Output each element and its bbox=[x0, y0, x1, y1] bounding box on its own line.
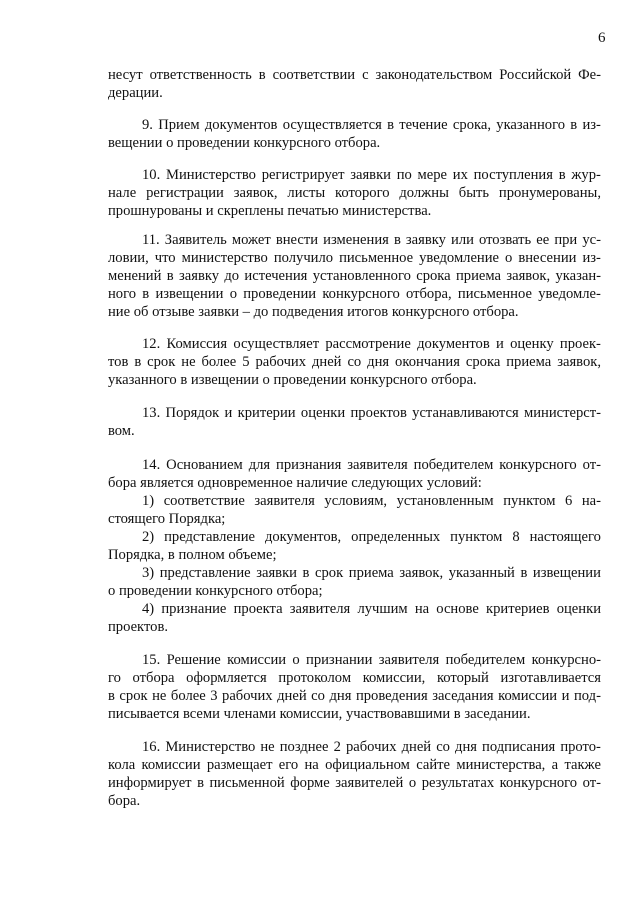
text-line: проектов. bbox=[108, 619, 168, 635]
paragraph bbox=[108, 564, 601, 600]
text-line: информирует в письменной форме заявителей о результатах конкурсного от- bbox=[108, 775, 601, 791]
paragraph bbox=[108, 66, 601, 102]
text-line: вещении о проведении конкурсного отбора. bbox=[108, 135, 381, 151]
text-line: 2) представление документов, определенных пунктом 8 настоящего bbox=[142, 529, 601, 545]
text-line: писывается всеми членами комиссии, участвовавшими в заседании. bbox=[108, 706, 531, 722]
text-line: 12. Комиссия осуществляет рассмотрение документов и оценку проек- bbox=[142, 336, 601, 352]
paragraph bbox=[108, 528, 601, 564]
text-line: прошнурованы и скреплены печатью министерства. bbox=[108, 203, 432, 219]
text-line: 11. Заявитель может внести изменения в заявку или отозвать ее при ус- bbox=[142, 232, 601, 248]
text-line: ловии, что министерство получило письменное уведомление о внесении из- bbox=[108, 250, 601, 266]
text-line: 1) соответствие заявителя условиям, установленным пунктом 6 на- bbox=[142, 493, 601, 509]
text-line: в срок не более 3 рабочих дней со дня проведения заседания комиссии и под- bbox=[108, 688, 601, 704]
text-line: Порядка, в полном объеме; bbox=[108, 547, 277, 563]
paragraph bbox=[108, 335, 601, 389]
text-line: указанного в извещении о проведении конкурсного отбора. bbox=[108, 372, 477, 388]
text-line: бора является одновременное наличие следующих условий: bbox=[108, 475, 482, 491]
text-line: нале регистрации заявок, листы которого должны быть пронумерованы, bbox=[108, 185, 601, 201]
text-line: менений в заявку до истечения установленного срока приема заявок, указан- bbox=[108, 268, 601, 284]
text-line: о проведении конкурсного отбора; bbox=[108, 583, 323, 599]
text-line: 4) признание проекта заявителя лучшим на основе критериев оценки bbox=[142, 601, 601, 617]
text-line: 9. Прием документов осуществляется в течение срока, указанного в из- bbox=[142, 117, 601, 133]
paragraph bbox=[108, 738, 601, 810]
text-line: 13. Порядок и критерии оценки проектов устанавливаются министерст- bbox=[142, 405, 601, 421]
paragraph bbox=[108, 456, 601, 492]
text-line: бора. bbox=[108, 793, 141, 809]
text-line: 3) представление заявки в срок приема заявок, указанный в извещении bbox=[142, 565, 601, 581]
paragraph bbox=[108, 492, 601, 528]
text-line: 15. Решение комиссии о признании заявителя победителем конкурсно- bbox=[142, 652, 601, 668]
text-line: 16. Министерство не позднее 2 рабочих дней со дня подписания прото- bbox=[142, 739, 601, 755]
text-line: дерации. bbox=[108, 85, 163, 101]
text-line: ние об отзыве заявки – до подведения итогов конкурсного отбора. bbox=[108, 304, 519, 320]
text-line: 14. Основанием для признания заявителя победителем конкурсного от- bbox=[142, 457, 601, 473]
paragraph bbox=[108, 166, 601, 220]
paragraph bbox=[108, 116, 601, 152]
paragraph bbox=[108, 231, 601, 321]
text-line: 10. Министерство регистрирует заявки по мере их поступления в жур- bbox=[142, 167, 601, 183]
paragraph bbox=[108, 404, 601, 440]
text-line: тов в срок не более 5 рабочих дней со дня окончания срока приема заявок, bbox=[108, 354, 601, 370]
text-line: ного в извещении о проведении конкурсного отбора, письменное уведомле- bbox=[108, 286, 601, 302]
text-line: го отбора оформляется протоколом комиссии, который изготавливается bbox=[108, 670, 601, 686]
text-line: вом. bbox=[108, 423, 135, 439]
paragraph bbox=[108, 651, 601, 723]
text-line: кола комиссии размещает его на официальном сайте министерства, а также bbox=[108, 757, 601, 773]
paragraph bbox=[108, 600, 601, 636]
text-line: несут ответственность в соответствии с законодательством Российской Фе- bbox=[108, 67, 601, 83]
text-line: стоящего Порядка; bbox=[108, 511, 226, 527]
page-number: 6 bbox=[598, 30, 606, 46]
